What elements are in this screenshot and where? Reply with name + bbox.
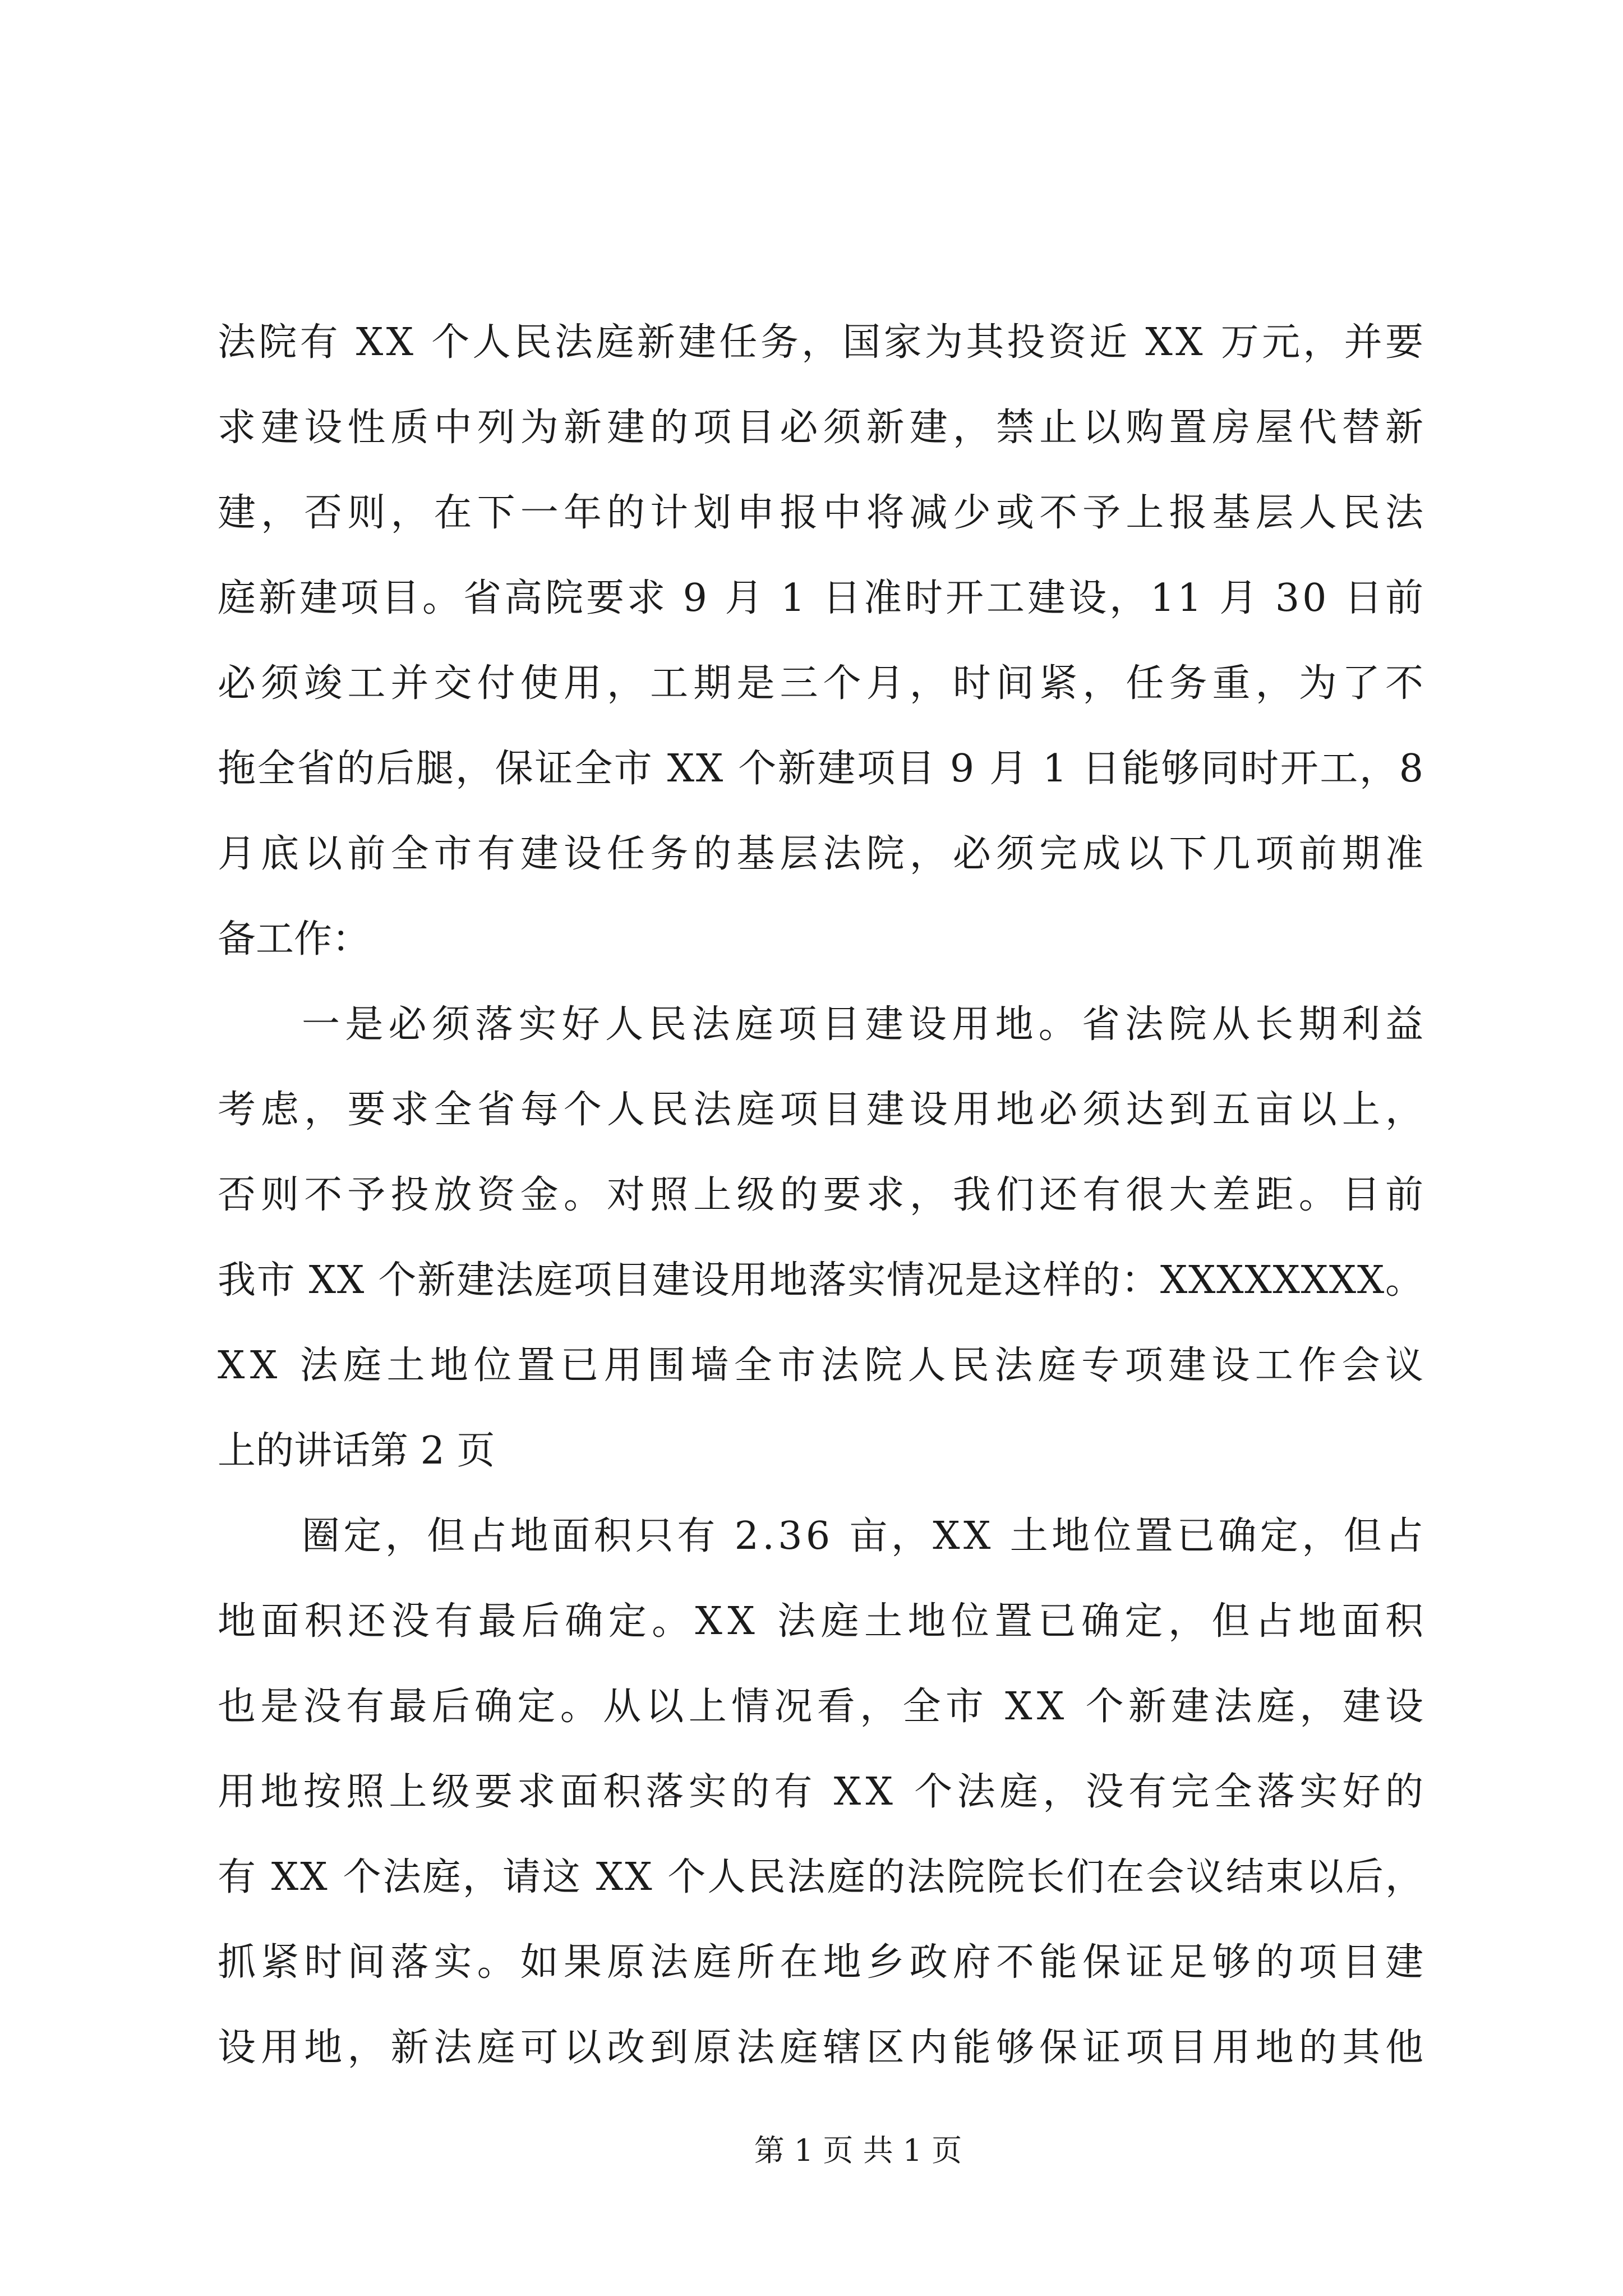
text-line: 求建设性质中列为新建的项目必须新建，禁止以购置房屋代替新	[218, 406, 1429, 450]
page-footer: 第 1 页 共 1 页	[754, 2133, 962, 2168]
document-body	[218, 300, 1429, 2091]
text-line: 月底以前全市有建设任务的基层法院，必须完成以下几项前期准	[218, 832, 1429, 876]
text-line: 备工作：	[218, 917, 371, 961]
text-line: 拖全省的后腿，保证全市 XX 个新建项目 9 月 1 日能够同时开工，8	[218, 747, 1425, 791]
text-line: XX 法庭土地位置已用围墙全市法院人民法庭专项建设工作会议	[218, 1343, 1429, 1388]
paragraph	[218, 982, 1429, 1494]
text-line: 否则不予投放资金。对照上级的要求，我们还有很大差距。目前	[218, 1173, 1429, 1217]
text-line: 有 XX 个法庭，请这 XX 个人民法庭的法院院长们在会议结束以后，	[218, 1855, 1426, 1899]
text-line: 也是没有最后确定。从以上情况看，全市 XX 个新建法庭，建设	[218, 1685, 1428, 1729]
text-line: 地面积还没有最后确定。XX 法庭土地位置已确定，但占地面积	[218, 1599, 1429, 1644]
text-line: 用地按照上级要求面积落实的有 XX 个法庭，没有完全落实好的	[218, 1770, 1428, 1814]
text-line: 一是必须落实好人民法庭项目建设用地。省法院从长期利益	[302, 1002, 1429, 1047]
text-line: 法院有 XX 个人民法庭新建任务，国家为其投资近 XX 万元，并要	[218, 320, 1427, 365]
text-line: 考虑，要求全省每个人民法庭项目建设用地必须达到五亩以上，	[218, 1088, 1429, 1132]
text-line: 我市 XX 个新建法庭项目建设用地落实情况是这样的：XXXXXXXX。	[218, 1258, 1424, 1303]
text-line: 庭新建项目。省高院要求 9 月 1 日准时开工建设，11 月 30 日前	[218, 576, 1427, 620]
text-line: 必须竣工并交付使用，工期是三个月，时间紧，任务重，为了不	[218, 661, 1429, 706]
paragraph	[218, 300, 1429, 982]
text-line: 建，否则，在下一年的计划申报中将减少或不予上报基层人民法	[218, 491, 1429, 535]
paragraph	[218, 1494, 1429, 2091]
text-line: 设用地，新法庭可以改到原法庭辖区内能够保证项目用地的其他	[218, 2026, 1429, 2070]
text-line: 抓紧时间落实。如果原法庭所在地乡政府不能保证足够的项目建	[218, 1940, 1429, 1985]
text-line: 圈定，但占地面积只有 2.36 亩，XX 土地位置已确定，但占	[302, 1514, 1427, 1558]
text-line: 上的讲话第 2 页	[218, 1429, 495, 1473]
